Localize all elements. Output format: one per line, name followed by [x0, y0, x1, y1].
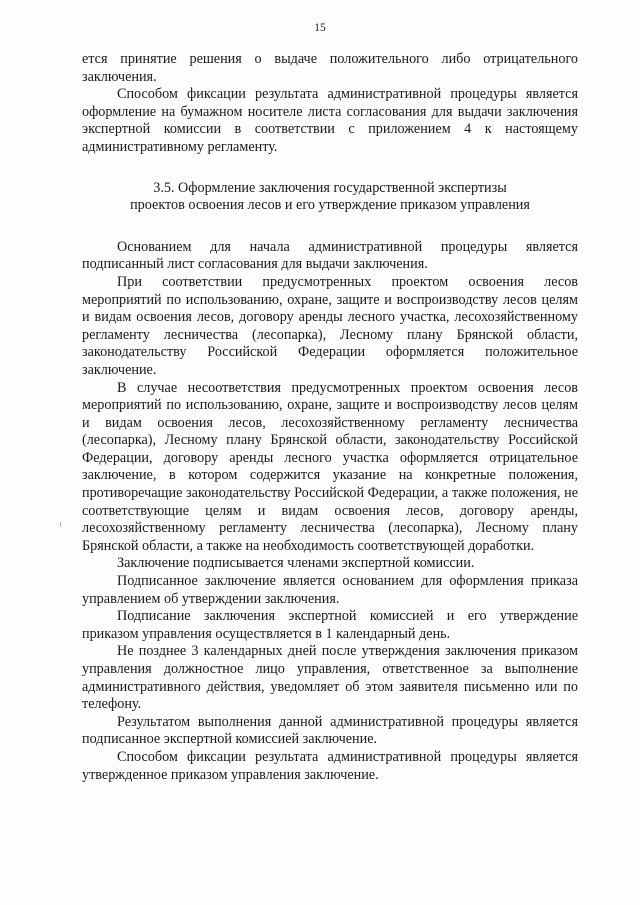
paragraph-continuation: ется принятие решения о выдаче положительного либо отрицательного заключения.: [82, 51, 578, 85]
page-number: 15: [314, 22, 326, 34]
paragraph-order-basis: Подписанное заключение является основанием для оформления приказа управлением об утверждении заключения.: [82, 573, 578, 607]
paragraph-result-fixation: Способом фиксации результата административной процедуры является утвержденное приказом управления заключение.: [82, 748, 578, 783]
paragraph-fixation-method: Способом фиксации результата административной процедуры является оформление на бумажном носителе листа согласования для выдачи заключения экспертной комиссии в соответствии с приложением 4 к настоящему административному регламенту.: [82, 86, 578, 155]
section-heading: [82, 180, 578, 215]
section-heading-line-1: 3.5. Оформление заключения государственной экспертизы: [153, 179, 507, 196]
section-heading-line-2: проектов освоения лесов и его утверждение приказом управления: [130, 197, 530, 214]
paragraph-signing: Заключение подписывается членами экспертной комиссии.: [117, 555, 475, 572]
margin-mark: [60, 522, 61, 527]
paragraph-timeframe: Подписание заключения экспертной комиссией и его утверждение приказом управления осуществляется в 1 календарный день.: [82, 608, 578, 642]
paragraph-result: Результатом выполнения данной административной процедуры является подписанное экспертной комиссией заключение.: [82, 713, 578, 748]
paragraph-negative-conclusion: В случае несоответствия предусмотренных проектом освоения лесов мероприятий по использованию, охране, защите и воспроизводству лесов целям и видам освоения лесов, лесохозяйственному регламенту лесничества (лесопарка), Лесному плану Брянской области, законодательству Российской Федерации, договору аренды лесного участка оформляется отрицательное заключение, в котором содержится указание на конкретные положения, противоречащие законодательству Российской Федерации, а также положения, не соответствующие целям и видам освоения лесов, договору аренды, лесохозяйственному регламенту лесничества (лесопарка), Лесному плану Брянской области, а также на необходимость соответствующей доработки.: [82, 379, 578, 554]
document-body: [82, 51, 578, 784]
paragraph-notification: Не позднее 3 календарных дней после утверждения заключения приказом управления должностное лицо управления, ответственное за выполнение административного действия, уведомляет об этом заявителя письменно или по телефону.: [82, 643, 578, 713]
paragraph-positive-conclusion: При соответствии предусмотренных проектом освоения лесов мероприятий по использованию, охране, защите и воспроизводству лесов целям и видам освоения лесов, договору аренды лесного участка, лесохозяйственному регламенту лесничества (лесопарка), Лесному плану Брянской области, законодательству Российской Федерации оформляется положительное заключение.: [82, 273, 578, 378]
paragraph-basis: Основанием для начала административной процедуры является подписанный лист согласования для выдачи заключения.: [82, 238, 578, 273]
